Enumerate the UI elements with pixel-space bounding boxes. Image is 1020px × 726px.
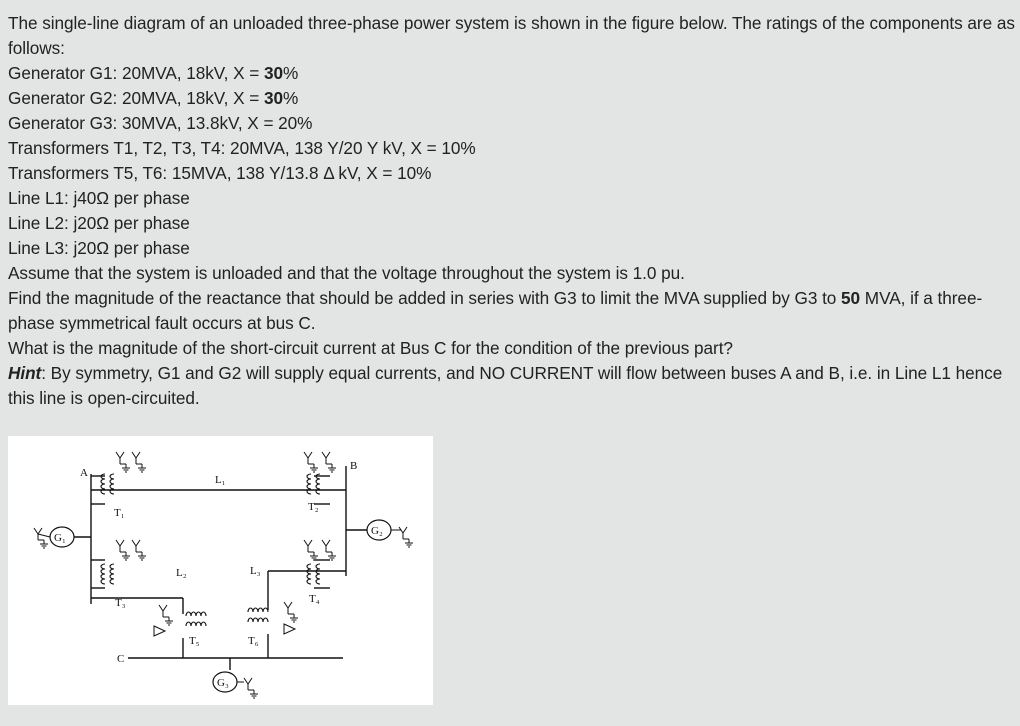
label-t4: T₄ — [309, 593, 320, 605]
label-bus-c: C — [117, 653, 125, 665]
label-bus-b: B — [350, 460, 358, 472]
rating-g2: Generator G2: 20MVA, 18kV, X = 30% — [8, 88, 299, 108]
problem-statement — [8, 11, 1016, 411]
rating-l3: Line L3: j20Ω per phase — [8, 238, 190, 258]
label-l1: L₁ — [215, 474, 226, 486]
label-t6: T₆ — [248, 635, 259, 647]
label-l2: L₂ — [176, 567, 187, 579]
hint-text: Hint: By symmetry, G1 and G2 will supply equal currents, and NO CURRENT will flow between buses A and B, i.e. in Line L1 hence this line is open-circuited. — [8, 363, 1003, 408]
rating-g3: Generator G3: 30MVA, 13.8kV, X = 20% — [8, 113, 313, 133]
transformer-t5 — [154, 605, 206, 636]
label-g1: G₁ — [54, 532, 66, 544]
single-line-diagram — [8, 436, 433, 705]
transformer-t3 — [101, 540, 146, 584]
label-g2: G₂ — [371, 525, 383, 537]
transformer-t6 — [248, 602, 298, 634]
rating-t5-t6: Transformers T5, T6: 15MVA, 138 Y/13.8 Δ kV, X = 10% — [8, 163, 432, 183]
label-t5: T₅ — [189, 635, 200, 647]
rating-l2: Line L2: j20Ω per phase — [8, 213, 190, 233]
transformer-t1 — [101, 452, 146, 494]
rating-g1: Generator G1: 20MVA, 18kV, X = 30% — [8, 63, 299, 83]
transformer-t2 — [304, 452, 336, 494]
transformer-t4 — [304, 540, 336, 584]
label-t1: T₁ — [114, 507, 125, 519]
label-t3: T₃ — [115, 597, 126, 609]
label-bus-a: A — [80, 467, 88, 479]
diagram-svg — [8, 436, 433, 705]
label-t2: T₂ — [308, 501, 319, 513]
label-l3: L₃ — [250, 565, 261, 577]
rating-l1: Line L1: j40Ω per phase — [8, 188, 190, 208]
rating-t1-t4: Transformers T1, T2, T3, T4: 20MVA, 138 Y/20 Y kV, X = 10% — [8, 138, 476, 158]
intro-text: The single-line diagram of an unloaded three-phase power system is shown in the figure below. The ratings of the components are as follows: — [8, 13, 1015, 58]
label-g3: G₃ — [217, 677, 229, 689]
assumption-text: Assume that the system is unloaded and that the voltage throughout the system is 1.0 pu. — [8, 263, 685, 283]
find-question: Find the magnitude of the reactance that should be added in series with G3 to limit the MVA supplied by G3 to 50 MVA, if a three-phase symmetrical fault occurs at bus C. — [8, 288, 983, 333]
current-question: What is the magnitude of the short-circuit current at Bus C for the condition of the previous part? — [8, 338, 733, 358]
